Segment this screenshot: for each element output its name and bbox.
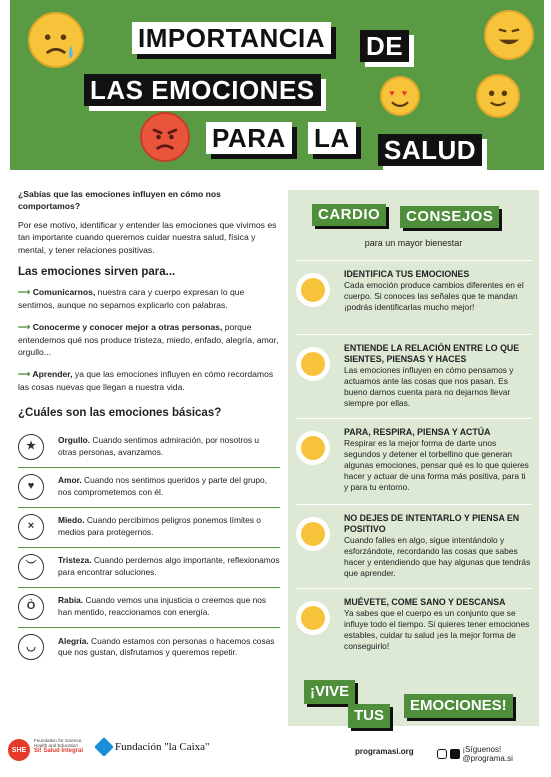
serve-heading: Las emociones sirven para... <box>18 266 176 279</box>
left-column <box>18 188 280 668</box>
crying-emoji-icon <box>28 12 84 68</box>
tag-cardio: CARDIO <box>312 204 386 226</box>
list-item: ◡ Alegría. Cuando estamos con personas o hacemos cosas que nos gustan, disfrutamos y queremos repetir. <box>18 628 280 668</box>
svg-text:♥: ♥ <box>389 88 395 98</box>
facebook-icon[interactable] <box>450 749 460 759</box>
grinning-emoji-icon <box>484 10 534 60</box>
title-de: DE <box>360 30 409 62</box>
title-salud: SALUD <box>378 134 482 166</box>
intro-question: ¿Sabías que las emociones influyen en cómo nos comportamos? <box>18 189 221 212</box>
follow-text: ¡Síguenos! @programa.si <box>462 745 513 763</box>
angry-face-icon: Ò <box>18 594 44 620</box>
tip-item: IDENTIFICA TUS EMOCIONES Cada emoción produce cambios diferentes en el cuerpo. Si conoces las señales que te mandan ¡podrás identificarlas mucho mejor! <box>296 260 532 313</box>
footer <box>0 735 551 777</box>
love-face-icon: ♥ <box>18 474 44 500</box>
header-banner <box>10 0 544 170</box>
flexed-arm-emoji-icon <box>296 431 330 465</box>
tip-item: MUÉVETE, COME SANO Y DESCANSA Ya sabes que el cuerpo es un conjunto que se influye todo el tiempo. Si quieres tener emociones estables, cuidar tu salud ¡es la mejor forma de conseguirlo! <box>296 588 532 652</box>
heart-eyes-emoji-icon <box>380 76 420 116</box>
svg-text:♥: ♥ <box>401 88 408 98</box>
thinking-emoji-icon <box>296 273 330 307</box>
arrow-right-icon: ⟶ <box>18 369 33 380</box>
tag-consejos: CONSEJOS <box>400 206 499 228</box>
instagram-icon[interactable] <box>437 749 447 759</box>
proud-face-icon: ★ <box>18 434 44 460</box>
serve-item: ⟶ Comunicarnos, nuestra cara y cuerpo expresan lo que sentimos, aunque no sepamos explicarlo con palabras. <box>18 287 245 310</box>
fundacion-logo: Fundación "la Caixa" <box>97 740 210 754</box>
she-logo: SHE <box>8 739 30 761</box>
emociones-tag: EMOCIONES! <box>404 694 513 718</box>
neutral-emoji-icon <box>476 74 520 118</box>
fear-face-icon: × <box>18 514 44 540</box>
title-las-emociones: LAS EMOCIONES <box>84 74 321 106</box>
angry-emoji-icon <box>140 112 190 162</box>
happy-face-icon: ◡ <box>18 634 44 660</box>
list-item: Ò Rabia. Cuando vemos una injusticia o creemos que nos han mentido, reaccionamos con energía. <box>18 588 280 628</box>
list-item: ︶ Tristeza. Cuando perdemos algo importante, reflexionamos para encontrar soluciones. <box>18 548 280 588</box>
tip-item: PARA, RESPIRA, PIENSA Y ACTÚA Respirar es la mejor forma de darte unos segundos y detener el torbellino que generan algunas emociones, pensar qué es lo que quieres hacer y actuar de una forma más positiva, para ti y para tu entorno. <box>296 418 532 493</box>
she-text: Foundation for Science, Health and Education SI! Salud Integral <box>34 738 84 754</box>
advice-panel <box>288 190 539 726</box>
website-link[interactable]: programasi.org <box>355 747 414 756</box>
serve-item: ⟶ Conocerme y conocer mejor a otras personas, porque entendemos qué nos produce tristeza, miedo, enfado, alegría, amor, orgullo... <box>18 322 279 358</box>
star-icon <box>94 737 114 757</box>
advice-subtitle: para un mayor bienestar <box>364 238 463 248</box>
list-item: ♥ Amor. Cuando nos sentimos queridos y parte del grupo, nos comprometemos con él. <box>18 468 280 508</box>
title-la: LA <box>308 122 356 154</box>
tip-item: ENTIENDE LA RELACIÓN ENTRE LO QUE SIENTES, PIENSAS Y HACES Las emociones influyen en cómo pensamos y actuamos ante las cosas que nos pasan. Es bueno darnos cuenta para no dejarnos llevar siempre por ellas. <box>296 334 532 409</box>
tus-tag: TUS <box>348 704 390 728</box>
vive-tag: ¡VIVE <box>304 680 355 704</box>
list-item: × Miedo. Cuando percibimos peligros ponemos límites o medios para protegernos. <box>18 508 280 548</box>
serve-item: ⟶ Aprender, ya que las emociones influyen en cómo recordamos las cosas nuevas que llegan a nuestra vida. <box>18 369 274 392</box>
title-importancia: IMPORTANCIA <box>132 22 331 54</box>
intro-text: Por ese motivo, identificar y entender las emociones que vivimos es tan importante cuando queremos cuidar nuestra salud, física y mental, y tener relaciones positivas. <box>18 219 277 255</box>
basic-emotions-list <box>18 428 280 668</box>
social-links <box>437 745 551 763</box>
basic-heading: ¿Cuáles son las emociones básicas? <box>18 407 222 420</box>
running-emoji-icon <box>296 601 330 635</box>
arrow-right-icon: ⟶ <box>18 287 33 298</box>
hugging-emoji-icon <box>296 517 330 551</box>
title-para: PARA <box>206 122 292 154</box>
sad-face-icon: ︶ <box>18 554 44 580</box>
list-item: ★ Orgullo. Cuando sentimos admiración, por nosotros u otras personas, avanzamos. <box>18 428 280 468</box>
ok-hand-emoji-icon <box>296 347 330 381</box>
tip-item: NO DEJES DE INTENTARLO Y PIENSA EN POSITIVO Cuando falles en algo, sigue intentándolo y esforzándote, recordando las cosas que sabes hacer y entendiendo que hay algunas que tendrás que aprender. <box>296 504 532 579</box>
arrow-right-icon: ⟶ <box>18 322 33 333</box>
